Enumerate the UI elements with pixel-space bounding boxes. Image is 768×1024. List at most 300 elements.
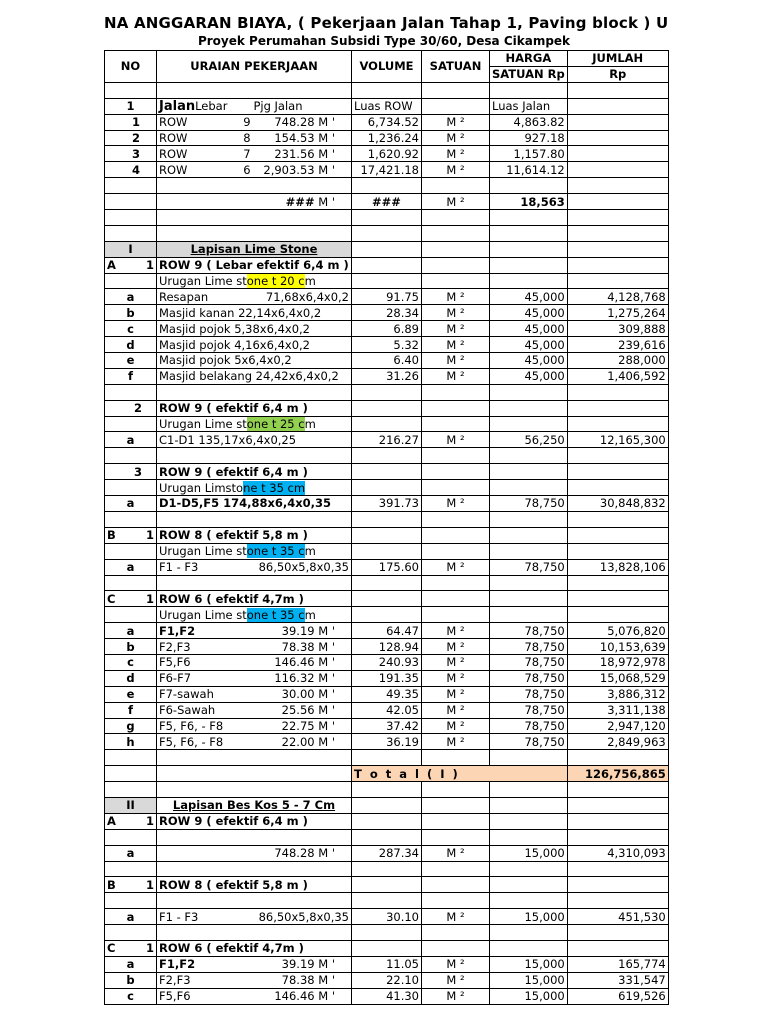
item-letter-cell	[105, 321, 157, 337]
group-num: 1	[145, 258, 154, 273]
cell	[422, 400, 490, 416]
item-length: 22.75	[281, 718, 315, 733]
header-harga-satuan: SATUAN Rp	[490, 66, 568, 82]
group-title: ROW 9 ( Lebar efektif 6,4 m )	[159, 258, 349, 273]
item-volume-cell	[352, 353, 422, 369]
item-satuan: M ²	[446, 671, 465, 686]
jalan-row	[105, 146, 669, 162]
cell	[567, 940, 668, 956]
group-no	[105, 940, 157, 956]
item-letter-cell	[105, 289, 157, 305]
group-title-cell	[157, 813, 352, 829]
row-desc-cell	[157, 146, 352, 162]
spacer-row	[105, 82, 669, 98]
desc-text: Urugan Lime st	[159, 607, 247, 622]
item-letter: b	[126, 305, 135, 320]
item-satuan-cell	[422, 670, 490, 686]
desc-text: m	[304, 417, 316, 432]
item-length-unit: M '	[318, 639, 335, 654]
cell	[490, 400, 568, 416]
desc-cell	[157, 607, 352, 623]
row-no-cell	[105, 162, 157, 178]
spacer-row	[105, 448, 669, 464]
group-header-row	[105, 464, 669, 480]
item-satuan: M ²	[446, 989, 465, 1004]
group-num: 3	[133, 464, 142, 479]
item-desc: F2,F3	[159, 973, 191, 988]
item-satuan-cell	[422, 956, 490, 972]
item-harga: 78,750	[524, 639, 565, 654]
item-harga: 56,250	[524, 432, 565, 447]
cell	[352, 940, 422, 956]
group-title: ROW 6 ( efektif 4,7m )	[159, 941, 304, 956]
item-harga-cell	[490, 702, 568, 718]
item-harga: 45,000	[524, 305, 565, 320]
cell	[105, 543, 157, 559]
cell	[422, 877, 490, 893]
desc-highlight: one t 20 c	[246, 274, 305, 289]
item-volume-cell	[352, 909, 422, 925]
jalan-sum-row	[105, 194, 669, 210]
cell	[422, 813, 490, 829]
group-title: ROW 9 ( efektif 6,4 m )	[159, 814, 308, 829]
item-jumlah-cell	[567, 432, 668, 448]
row-satuan-cell	[422, 114, 490, 130]
item-jumlah: 4,128,768	[607, 289, 666, 304]
item-volume-cell	[352, 702, 422, 718]
row-lebar: 7	[243, 146, 251, 161]
item-letter: f	[127, 703, 133, 718]
cell	[490, 940, 568, 956]
group-header-row	[105, 940, 669, 956]
cell	[422, 273, 490, 289]
item-length-unit: M '	[318, 989, 335, 1004]
item-letter: c	[127, 989, 134, 1004]
item-letter-cell	[105, 909, 157, 925]
item-desc: Masjid pojok 5x6,4x0,2	[159, 353, 292, 368]
item-letter-cell	[105, 718, 157, 734]
item-volume: 287.34	[378, 846, 419, 861]
row-satuan: M ²	[446, 162, 465, 177]
jalan-luas-row-label: Luas ROW	[352, 98, 422, 114]
item-harga-cell	[490, 321, 568, 337]
row-luas-jalan-cell	[490, 162, 568, 178]
item-satuan: M ²	[446, 289, 465, 304]
cell	[567, 114, 668, 130]
item-letter-cell	[105, 639, 157, 655]
item-harga-cell	[490, 337, 568, 353]
item-satuan-cell	[422, 909, 490, 925]
item-letter: h	[126, 734, 135, 749]
header-uraian: URAIAN PEKERJAAN	[157, 51, 352, 83]
row-pjg: 231.56	[274, 146, 315, 161]
jalan-lebar-label: Lebar	[195, 98, 228, 113]
cell	[422, 416, 490, 432]
item-length-unit: M '	[318, 655, 335, 670]
group-header-row	[105, 813, 669, 829]
group-title-cell	[157, 464, 352, 480]
item-harga-cell	[490, 353, 568, 369]
item-satuan-cell	[422, 845, 490, 861]
item-volume: 37.42	[386, 718, 419, 733]
sec1-total-row	[105, 766, 669, 782]
row-name: ROW	[159, 131, 188, 145]
row-luas-jalan: 11,614.12	[506, 162, 565, 177]
cell	[490, 416, 568, 432]
group-title-cell	[157, 527, 352, 543]
row-pjg: 748.28	[274, 115, 315, 130]
item-jumlah-cell	[567, 353, 668, 369]
item-satuan: M ²	[446, 560, 465, 575]
group-title-cell	[157, 940, 352, 956]
item-letter-cell	[105, 305, 157, 321]
table-row	[105, 432, 669, 448]
spacer-row	[105, 750, 669, 766]
row-no-cell	[105, 114, 157, 130]
desc-text: Urugan Lime st	[159, 274, 247, 289]
item-harga: 78,750	[524, 496, 565, 511]
desc-cell	[157, 543, 352, 559]
item-jumlah-cell	[567, 321, 668, 337]
table-row	[105, 845, 669, 861]
item-letter: c	[127, 321, 134, 336]
item-letter-cell	[105, 496, 157, 512]
group-header-row	[105, 400, 669, 416]
desc-highlight: ne t 35 cm	[243, 480, 306, 495]
item-length: 116.32	[274, 671, 315, 686]
cell	[567, 877, 668, 893]
group-letter: C	[107, 941, 116, 956]
item-desc-cell	[157, 496, 352, 512]
item-desc: Masjid pojok 5,38x6,4x0,2	[159, 321, 310, 336]
item-harga-cell	[490, 289, 568, 305]
item-desc-cell	[157, 972, 352, 988]
item-harga-cell	[490, 623, 568, 639]
jalan-sum-unit: M '	[318, 194, 335, 209]
cell	[490, 273, 568, 289]
sec2-no: II	[105, 797, 157, 813]
table-row	[105, 988, 669, 1004]
item-length: 146.46	[274, 989, 315, 1004]
cell	[105, 607, 157, 623]
item-jumlah-cell	[567, 670, 668, 686]
cell	[422, 543, 490, 559]
group-letter: B	[107, 528, 116, 543]
item-jumlah: 2,947,120	[607, 718, 666, 733]
item-satuan: M ²	[446, 957, 465, 972]
item-satuan-cell	[422, 305, 490, 321]
desc-cell	[157, 416, 352, 432]
item-harga: 45,000	[524, 289, 565, 304]
item-letter: a	[126, 957, 135, 972]
group-num: 1	[145, 591, 154, 606]
row-no: 2	[131, 131, 140, 145]
item-harga: 45,000	[524, 369, 565, 384]
item-jumlah-cell	[567, 305, 668, 321]
row-luas-row-cell	[352, 162, 422, 178]
table-row	[105, 289, 669, 305]
item-volume-cell	[352, 670, 422, 686]
jalan-row	[105, 162, 669, 178]
item-desc: F6-Sawah	[159, 703, 216, 718]
row-no-cell	[105, 146, 157, 162]
cell	[422, 591, 490, 607]
item-satuan-cell	[422, 718, 490, 734]
item-satuan-cell	[422, 321, 490, 337]
cell	[490, 877, 568, 893]
cell	[105, 273, 157, 289]
item-satuan: M ²	[446, 909, 465, 924]
item-desc-cell	[157, 686, 352, 702]
item-letter: e	[126, 353, 135, 368]
item-volume: 191.35	[378, 671, 419, 686]
group-header-row	[105, 527, 669, 543]
item-volume: 41.30	[386, 989, 419, 1004]
item-jumlah-cell	[567, 337, 668, 353]
item-formula: 71,68x6,4x0,2	[265, 289, 349, 304]
item-harga-cell	[490, 496, 568, 512]
item-harga: 78,750	[524, 687, 565, 702]
cell	[105, 416, 157, 432]
item-jumlah-cell	[567, 956, 668, 972]
group-no	[105, 464, 157, 480]
sec1-total-label: T o t a l ( I )	[352, 766, 568, 782]
group-num: 1	[145, 941, 154, 956]
table-row	[105, 353, 669, 369]
cell	[567, 416, 668, 432]
cell	[352, 591, 422, 607]
item-volume-cell	[352, 972, 422, 988]
item-harga: 15,000	[524, 973, 565, 988]
item-volume-cell	[352, 988, 422, 1004]
item-desc-cell	[157, 909, 352, 925]
item-jumlah-cell	[567, 972, 668, 988]
group-title: ROW 9 ( efektif 6,4 m )	[159, 464, 308, 479]
item-length: 39.19	[281, 957, 315, 972]
description-row	[105, 543, 669, 559]
item-jumlah: 2,849,963	[607, 734, 666, 749]
description-row	[105, 273, 669, 289]
description-row	[105, 416, 669, 432]
item-jumlah: 331,547	[618, 973, 666, 988]
item-letter-cell	[105, 559, 157, 575]
item-letter: g	[126, 718, 135, 733]
group-header-row	[105, 591, 669, 607]
row-pjg: 2,903.53	[263, 162, 315, 177]
item-desc: C1-D1 135,17x6,4x0,25	[159, 432, 297, 447]
item-satuan: M ²	[446, 321, 465, 336]
item-jumlah: 18,972,978	[599, 655, 666, 670]
item-desc-cell	[157, 670, 352, 686]
item-volume-cell	[352, 718, 422, 734]
item-desc: F6-F7	[159, 671, 192, 686]
item-jumlah: 3,311,138	[607, 703, 666, 718]
item-volume-cell	[352, 432, 422, 448]
item-letter: a	[126, 560, 135, 575]
item-desc-cell	[157, 432, 352, 448]
spacer-row	[105, 384, 669, 400]
item-volume-cell	[352, 337, 422, 353]
table-row	[105, 718, 669, 734]
item-jumlah-cell	[567, 686, 668, 702]
item-letter-cell	[105, 702, 157, 718]
cell	[352, 273, 422, 289]
item-volume: 128.94	[378, 639, 419, 654]
cell	[490, 591, 568, 607]
item-jumlah: 5,076,820	[607, 623, 666, 638]
item-length: 25.56	[281, 703, 315, 718]
table-row	[105, 956, 669, 972]
desc-highlight: one t 35 c	[246, 607, 305, 622]
sec1-total-value: 126,756,865	[567, 766, 668, 782]
item-length: 78.38	[281, 639, 315, 654]
item-jumlah-cell	[567, 623, 668, 639]
cell	[490, 813, 568, 829]
item-letter-cell	[105, 972, 157, 988]
spacer-row	[105, 893, 669, 909]
jalan-sum-luas-row: ###	[352, 194, 422, 210]
group-title: ROW 8 ( efektif 5,8 m )	[159, 877, 308, 892]
row-satuan-cell	[422, 146, 490, 162]
item-satuan: M ²	[446, 718, 465, 733]
item-satuan-cell	[422, 686, 490, 702]
item-desc-cell	[157, 956, 352, 972]
spacer-row	[105, 925, 669, 941]
item-volume: 240.93	[378, 655, 419, 670]
item-jumlah-cell	[567, 718, 668, 734]
group-no	[105, 400, 157, 416]
item-length: 78.38	[281, 973, 315, 988]
item-desc-cell	[157, 368, 352, 384]
header-harga: HARGA	[490, 51, 568, 67]
desc-text: m	[304, 607, 316, 622]
item-desc: Masjid pojok 4,16x6,4x0,2	[159, 337, 310, 352]
row-luas-jalan: 927.18	[524, 131, 565, 145]
item-satuan-cell	[422, 654, 490, 670]
cell	[352, 543, 422, 559]
item-desc-cell	[157, 845, 352, 861]
item-satuan: M ²	[446, 623, 465, 638]
item-letter: a	[126, 623, 135, 638]
cell	[567, 400, 668, 416]
item-jumlah: 13,828,106	[599, 560, 666, 575]
item-desc-cell	[157, 639, 352, 655]
row-satuan-cell	[422, 130, 490, 146]
cell	[490, 543, 568, 559]
item-harga-cell	[490, 686, 568, 702]
table-row	[105, 686, 669, 702]
item-length-unit: M '	[318, 734, 335, 749]
item-volume: 42.05	[386, 703, 419, 718]
item-desc: Resapan	[159, 289, 209, 304]
item-length: 22.00	[281, 734, 315, 749]
item-letter: a	[126, 432, 135, 447]
cell	[567, 527, 668, 543]
item-harga: 78,750	[524, 560, 565, 575]
item-jumlah-cell	[567, 845, 668, 861]
cell	[567, 543, 668, 559]
cell	[422, 527, 490, 543]
item-letter: a	[126, 846, 135, 861]
item-volume: 5.32	[393, 337, 419, 352]
sec1-title: Lapisan Lime Stone	[157, 241, 352, 257]
group-title-cell	[157, 257, 352, 273]
item-desc-cell	[157, 988, 352, 1004]
item-satuan: M ²	[446, 369, 465, 384]
group-title-cell	[157, 591, 352, 607]
cell	[352, 877, 422, 893]
group-no	[105, 813, 157, 829]
cell	[567, 607, 668, 623]
item-volume-cell	[352, 956, 422, 972]
cell	[352, 464, 422, 480]
item-volume-cell	[352, 654, 422, 670]
table-row	[105, 368, 669, 384]
cell	[105, 480, 157, 496]
item-satuan: M ²	[446, 734, 465, 749]
cell	[422, 480, 490, 496]
row-satuan: M ²	[446, 131, 465, 145]
cell	[422, 607, 490, 623]
desc-highlight: one t 25 c	[246, 417, 305, 432]
cell	[490, 480, 568, 496]
item-jumlah: 12,165,300	[599, 432, 666, 447]
item-volume-cell	[352, 321, 422, 337]
item-volume: 49.35	[386, 687, 419, 702]
item-harga-cell	[490, 639, 568, 655]
table-row	[105, 972, 669, 988]
cell	[490, 527, 568, 543]
item-length: 39.19	[281, 623, 315, 638]
row-luas-row-cell	[352, 146, 422, 162]
item-volume: 31.26	[386, 369, 419, 384]
row-luas-jalan: 4,863.82	[513, 115, 565, 130]
cell	[490, 257, 568, 273]
item-satuan-cell	[422, 289, 490, 305]
row-name: ROW	[159, 162, 188, 177]
item-length: 748.28	[274, 846, 315, 861]
row-desc-cell	[157, 162, 352, 178]
item-satuan-cell	[422, 432, 490, 448]
table-row	[105, 639, 669, 655]
item-formula: 86,50x5,8x0,35	[258, 560, 349, 575]
group-no	[105, 527, 157, 543]
description-row	[105, 607, 669, 623]
sec2-title: Lapisan Bes Kos 5 - 7 Cm	[157, 797, 352, 813]
cell	[567, 464, 668, 480]
item-volume-cell	[352, 639, 422, 655]
item-harga-cell	[490, 432, 568, 448]
cell	[567, 146, 668, 162]
jalan-pjg-label: Pjg Jalan	[253, 98, 303, 113]
item-letter-cell	[105, 845, 157, 861]
row-desc-cell	[157, 114, 352, 130]
group-num: 1	[145, 877, 154, 892]
item-harga-cell	[490, 305, 568, 321]
desc-text: Urugan Lime st	[159, 417, 247, 432]
row-satuan: M ²	[446, 115, 465, 130]
cell	[567, 257, 668, 273]
item-volume: 6.89	[393, 321, 419, 336]
item-desc-cell	[157, 702, 352, 718]
item-harga-cell	[490, 559, 568, 575]
cell	[567, 162, 668, 178]
row-no: 1	[131, 115, 140, 130]
item-letter-cell	[105, 623, 157, 639]
item-desc: Masjid kanan 22,14x6,4x0,2	[159, 305, 322, 320]
item-jumlah-cell	[567, 909, 668, 925]
item-satuan-cell	[422, 559, 490, 575]
